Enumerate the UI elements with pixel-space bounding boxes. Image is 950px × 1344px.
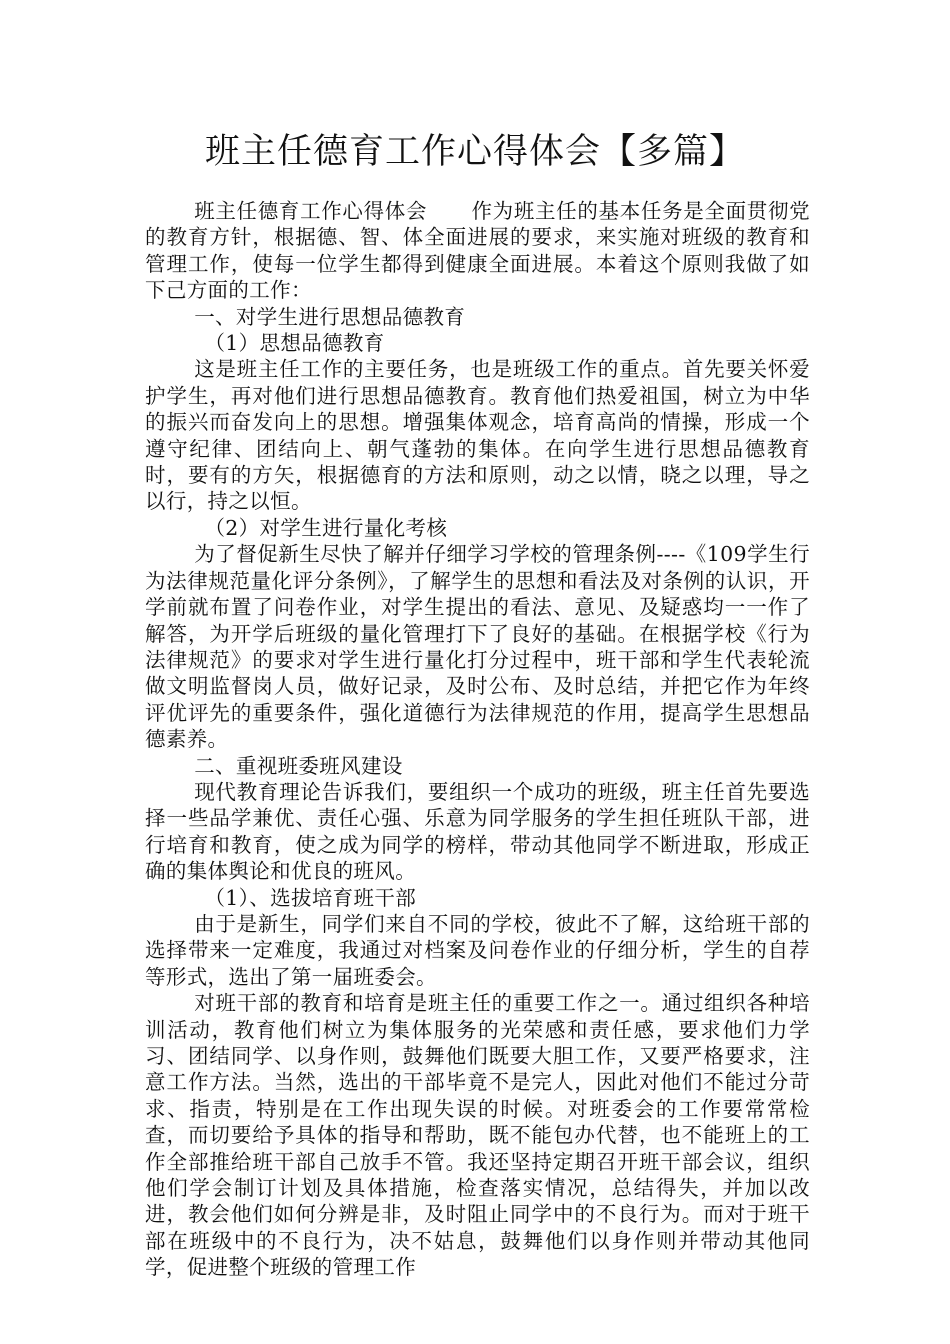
document-body [145, 198, 810, 1281]
body-paragraph: 对班干部的教育和培育是班主任的重要工作之一。通过组织各种培训活动，教育他们树立为集体服务的光荣感和责任感，要求他们力学习、团结同学、以身作则，鼓舞他们既要大胆工作，又要严格要求，注意工作方法。当然，选出的干部毕竟不是完人，因此对他们不能过分苛求、指责，特别是在工作出现失误的时候。对班委会的工作要常常检查，而切要给予具体的指导和帮助，既不能包办代替，也不能班上的工作全部推给班干部自己放手不管。我还坚持定期召开班干部会议，组织他们学会制订计划及具体措施，检查落实情况，总结得失，并加以改进，教会他们如何分辨是非，及时阻止同学中的不良行为。而对于班干部在班级中的不良行为，决不姑息，鼓舞他们以身作则并带动其他同学，促进整个班级的管理工作 [145, 991, 810, 1280]
body-paragraph: 这是班主任工作的主要任务，也是班级工作的重点。首先要关怀爱护学生，再对他们进行思想品德教育。教育他们热爱祖国，树立为中华的振兴而奋发向上的思想。增强集体观念，培育高尚的情操，形成一个遵守纪律、团结向上、朝气蓬勃的集体。在向学生进行思想品德教育时，要有的方矢，根据德育的方法和原则，动之以情，晓之以理，导之以行，持之以恒。 [145, 357, 810, 514]
subsection-heading-2-1: （1）、选拔培育班干部 [204, 885, 417, 910]
body-paragraph: 由于是新生，同学们来自不同的学校，彼此不了解，这给班干部的选择带来一定难度，我通过对档案及问卷作业的仔细分析，学生的自荐等形式，选出了第一届班委会。 [145, 911, 810, 989]
intro-paragraph [145, 198, 810, 304]
section-heading-1: 一、对学生进行思想品德教育 [194, 304, 466, 329]
body-paragraph: 现代教育理论告诉我们，要组织一个成功的班级，班主任首先要选择一些品学兼优、责任心强、乐意为同学服务的学生担任班队干部，进行培育和教育，使之成为同学的榜样，带动其他同学不断进取，形成正确的集体舆论和优良的班风。 [145, 779, 810, 884]
body-paragraph: 为了督促新生尽快了解并仔细学习学校的管理条例----《109学生行为法律规范量化评分条例》，了解学生的思想和看法及对条例的认识，开学前就布置了问卷作业，对学生提出的看法、意见、及疑惑均一一作了解答，为开学后班级的量化管理打下了良好的基础。在根据学校《行为法律规范》的要求对学生进行量化打分过程中，班干部和学生代表轮流做文明监督岗人员，做好记录，及时公布、及时总结，并把它作为年终评优评先的重要条件，强化道德行为法律规范的作用，提高学生思想品德素养。 [145, 542, 810, 752]
intro-text: 作为班主任的基本任务是全面贯彻党的教育方针，根据德、智、体全面进展的要求，来实施对班级的教育和管理工作，使每一位学生都得到健康全面进展。本着这个原则我做了如下己方面的工作： [145, 199, 810, 303]
subsection-heading-1-2: （2）对学生进行量化考核 [204, 515, 448, 540]
document-title: 班主任德育工作心得体会【多篇】 [204, 132, 745, 172]
section-heading-2: 二、重视班委班风建设 [194, 753, 403, 778]
intro-lead: 班主任德育工作心得体会 [194, 199, 428, 223]
subsection-heading-1-1: （1）思想品德教育 [204, 331, 385, 356]
